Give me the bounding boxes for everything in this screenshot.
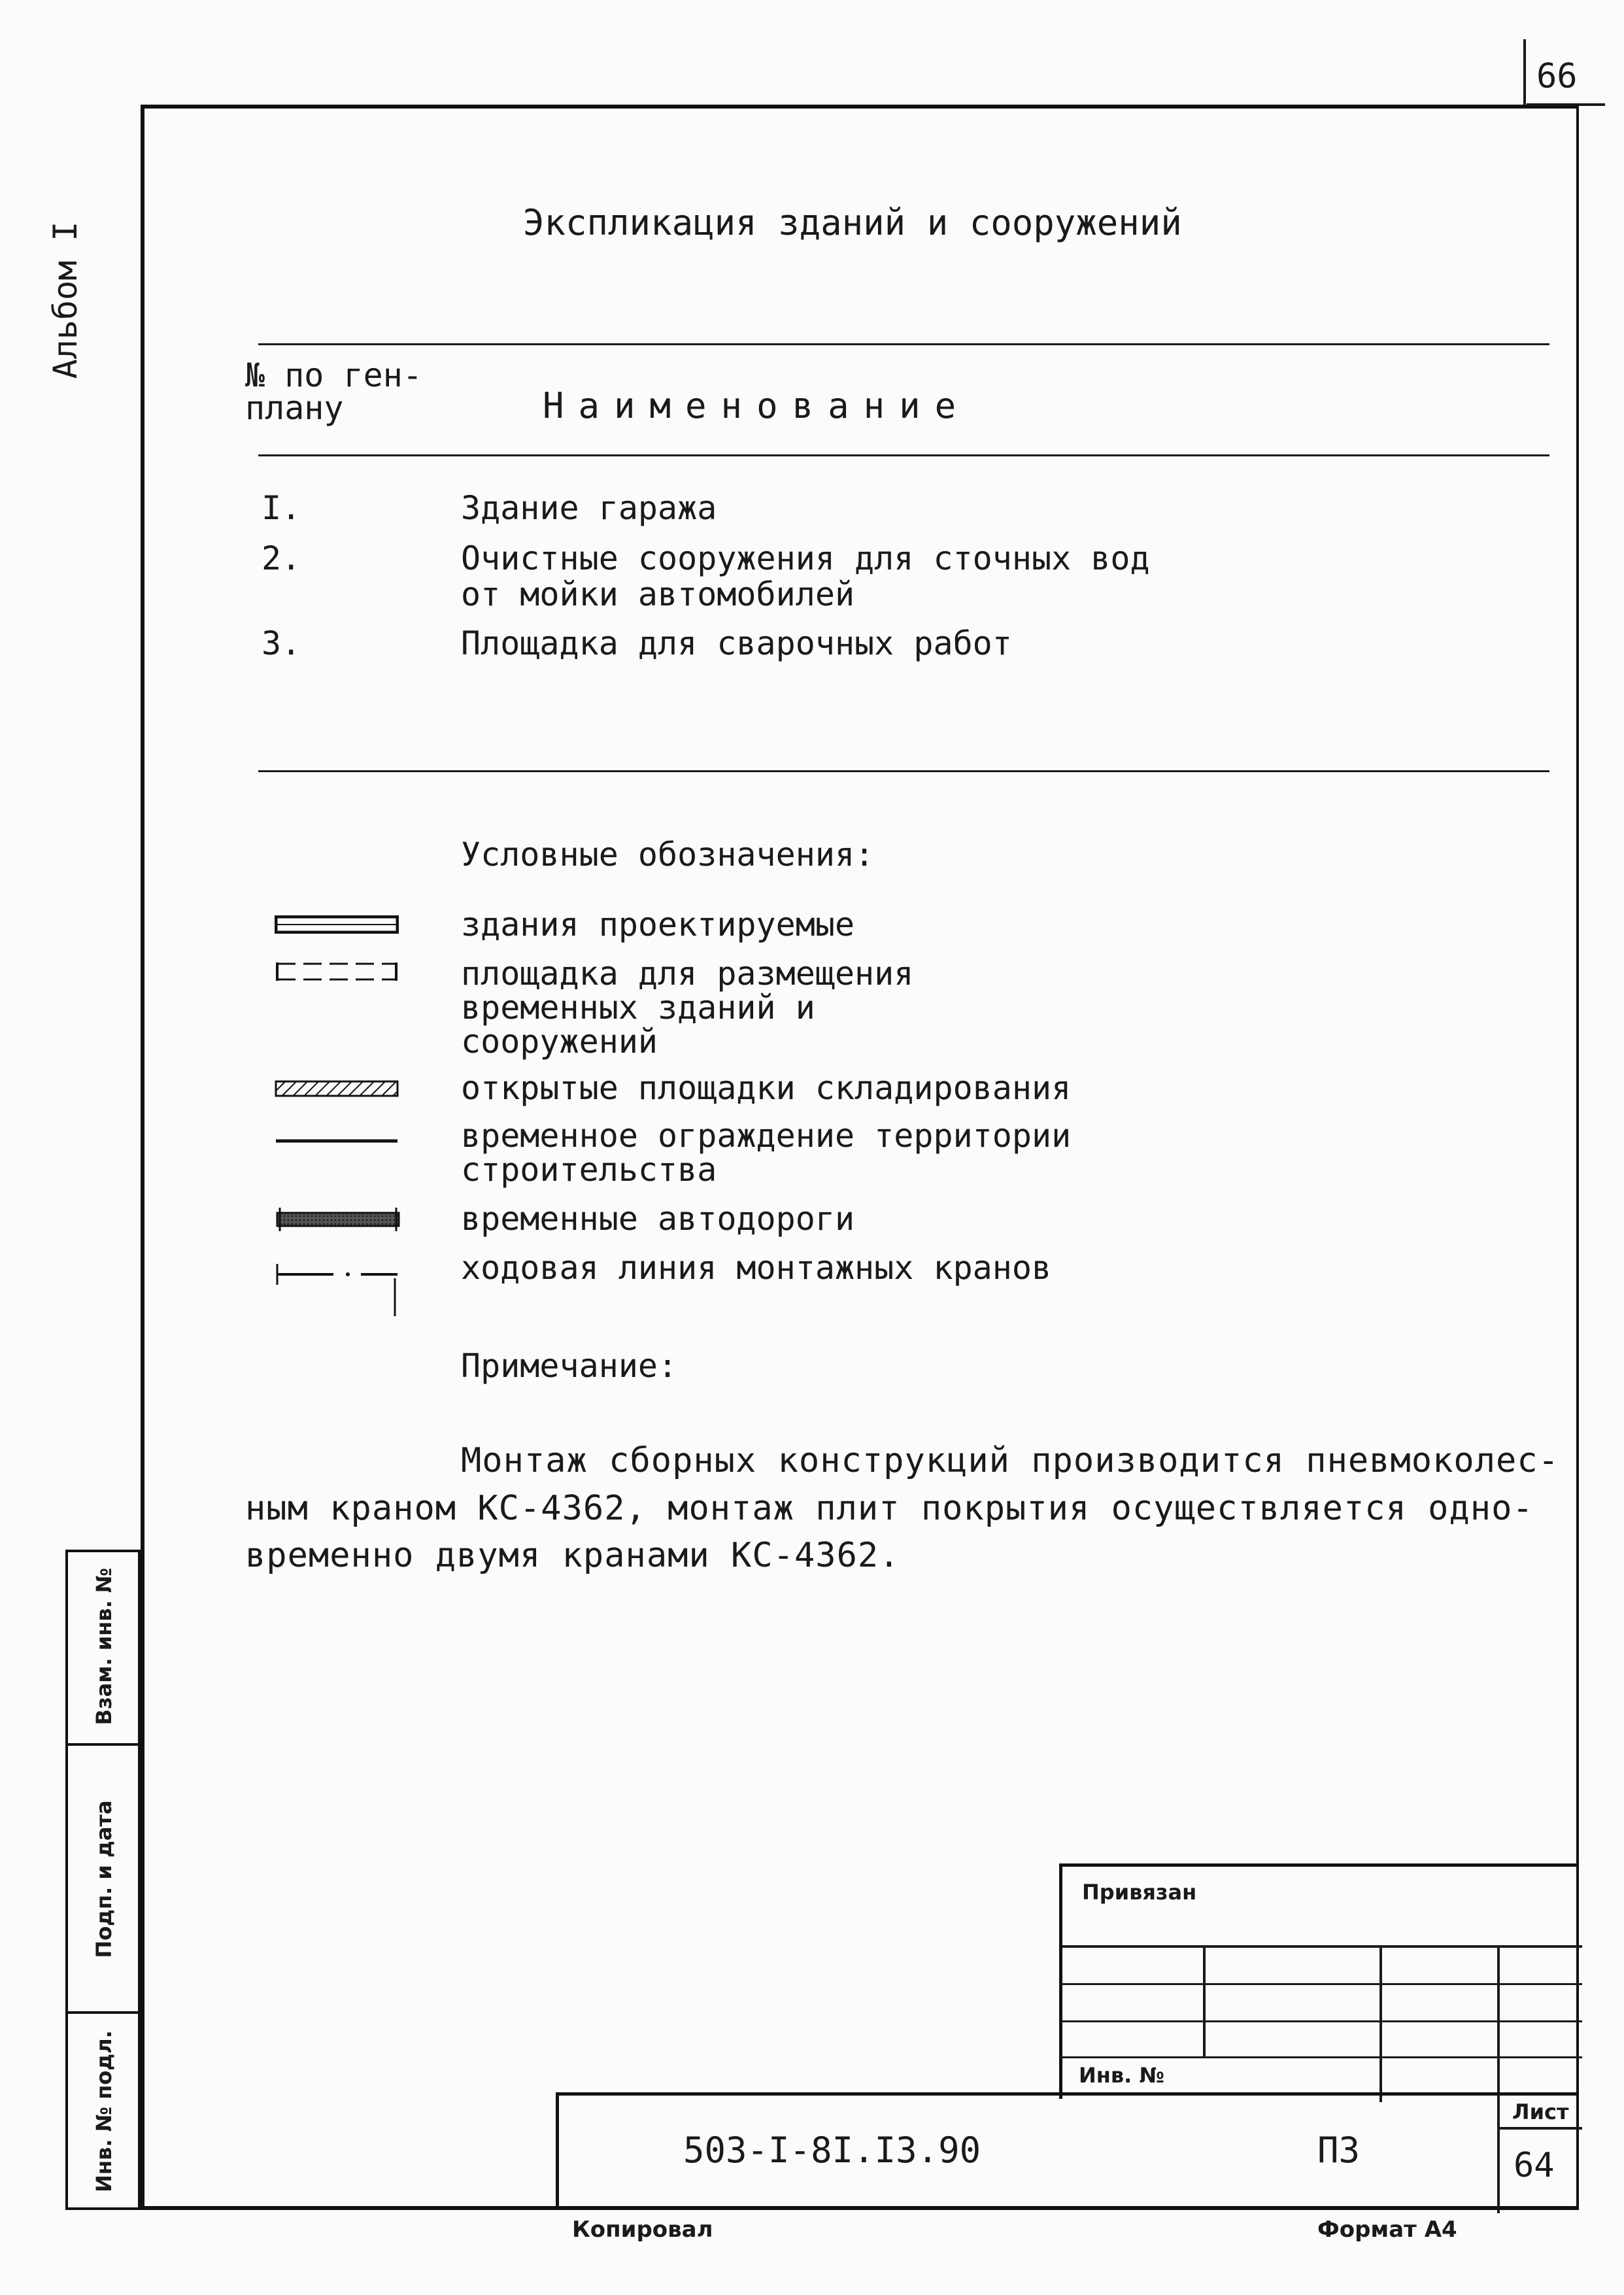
sheet-number: 64 <box>1514 2146 1555 2185</box>
hatched-bar-symbol <box>275 1080 399 1097</box>
row-name-continued: от мойки автомобилей <box>461 575 855 613</box>
solid-line-symbol <box>275 1134 399 1141</box>
dash-dot-line-symbol <box>275 1259 399 1318</box>
table-header-rule <box>258 454 1549 456</box>
stamp-vzam-inv-label: Взам. инв. № <box>92 1567 116 1726</box>
table-bottom-rule <box>258 770 1549 772</box>
sheet-divider <box>1497 2096 1500 2213</box>
title-block-rule <box>1062 2020 1582 2022</box>
page-title: Экспликация зданий и сооружений <box>523 202 1182 243</box>
title-block-privyazan <box>1059 1863 1579 2099</box>
privyazan-label: Привязан <box>1082 1880 1197 1905</box>
stamp-inv-podl-label: Инв. № подл. <box>92 2030 116 2192</box>
stamp-podp-data-label: Подп. и дата <box>92 1800 116 1958</box>
title-block-divider <box>1203 1945 1206 2058</box>
note-heading: Примечание: <box>461 1347 678 1385</box>
corner-mark-vertical <box>1523 39 1526 105</box>
title-block-rule <box>1062 2056 1582 2058</box>
legend-label-continued: временных зданий и <box>461 989 815 1027</box>
document-code: 503-I-8I.I3.90 <box>683 2130 981 2171</box>
legend-label: временное ограждение территории <box>461 1117 1072 1155</box>
title-block-divider <box>1379 1945 1382 2102</box>
row-name: Очистные сооружения для сточных вод <box>461 539 1150 577</box>
sheet-label-rule <box>1497 2127 1582 2130</box>
legend-label-continued: строительства <box>461 1151 717 1189</box>
inv-no-label: Инв. № <box>1079 2063 1164 2088</box>
legend-heading: Условные обозначения: <box>461 836 875 874</box>
section-code: ПЗ <box>1317 2130 1361 2171</box>
title-block-rule <box>1062 1945 1582 1948</box>
row-number: 2. <box>262 539 301 577</box>
building-outline-symbol <box>275 915 399 934</box>
format-label: Формат А4 <box>1317 2217 1457 2243</box>
legend-label: здания проектируемые <box>461 906 855 944</box>
row-number: I. <box>262 489 301 527</box>
page-number: 66 <box>1536 57 1578 96</box>
sheet-label: Лист <box>1512 2100 1569 2124</box>
row-name: Здание гаража <box>461 489 717 527</box>
row-number: 3. <box>262 624 301 662</box>
note-line: временно двумя кранами КС-4362. <box>245 1536 900 1575</box>
legend-label: открытые площадки складирования <box>461 1069 1072 1107</box>
title-block-divider <box>1497 1945 1500 2102</box>
dashed-outline-symbol <box>275 961 399 982</box>
legend-label: площадка для размещения <box>461 955 914 993</box>
road-bar-symbol <box>275 1206 399 1232</box>
title-block-rule <box>1062 1983 1582 1985</box>
title-block-main <box>556 2092 1579 2210</box>
row-name: Площадка для сварочных работ <box>461 624 1012 662</box>
table-top-rule <box>258 343 1549 345</box>
legend-label: временные автодороги <box>461 1200 855 1238</box>
stamp-podp-data-cell <box>65 1743 141 2014</box>
stamp-vzam-inv-cell <box>65 1550 141 1746</box>
legend-label: ходовая линия монтажных кранов <box>461 1249 1052 1287</box>
copied-label: Копировал <box>572 2217 713 2243</box>
col-header-name: Наименование <box>543 385 971 426</box>
album-label: Альбом I <box>46 221 84 379</box>
col-header-number-line1: № по ген- <box>245 356 422 394</box>
stamp-inv-podl-cell <box>65 2011 141 2210</box>
note-line: ным краном КС-4362, монтаж плит покрытия осуществляется одно- <box>245 1489 1534 1528</box>
legend-label-continued: сооружений <box>461 1023 658 1061</box>
note-line: Монтаж сборных конструкций производится пневмоколес- <box>461 1441 1559 1480</box>
col-header-number-line2: плану <box>245 389 344 427</box>
